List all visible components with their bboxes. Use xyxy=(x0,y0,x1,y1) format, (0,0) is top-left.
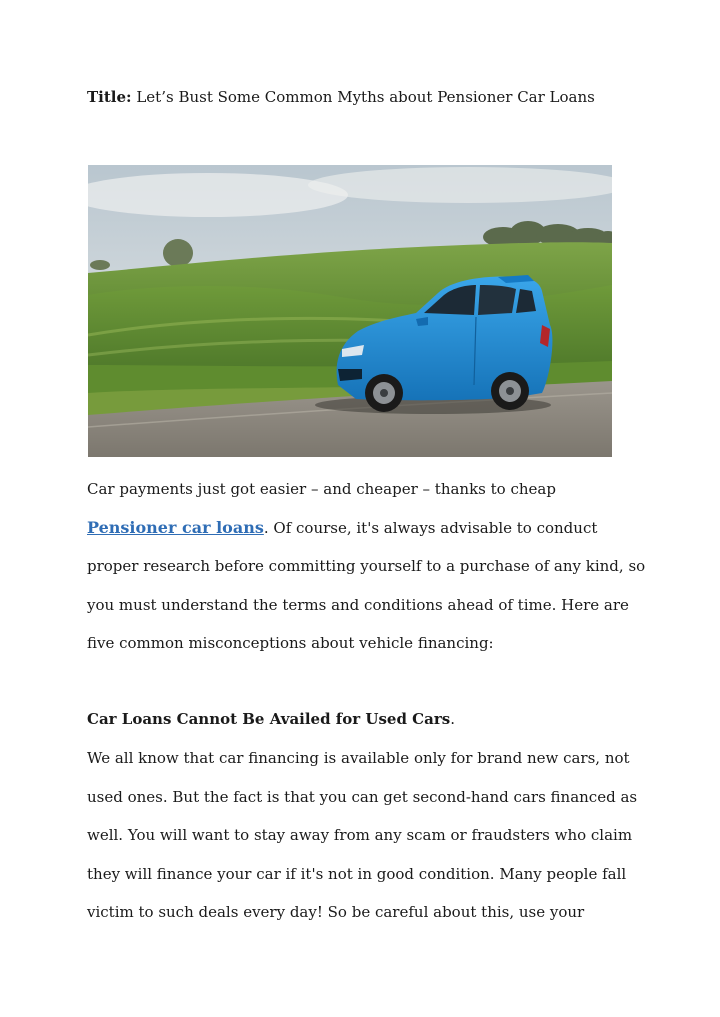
intro-paragraph xyxy=(87,470,647,663)
pensioner-car-loans-link[interactable]: Pensioner car loans xyxy=(87,517,264,537)
title-text: Let’s Bust Some Common Myths about Pensioner Car Loans xyxy=(131,88,595,106)
used-cars-line-5: victim to such deals every day! So be careful about this, use your xyxy=(87,903,585,922)
used-cars-line-2: used ones. But the fact is that you can get second-hand cars financed as xyxy=(87,787,638,806)
hero-image xyxy=(88,165,612,457)
used-cars-line-3: well. You will want to stay away from any scam or fraudsters who claim xyxy=(87,826,633,845)
rear-wheel xyxy=(491,372,529,410)
front-wheel xyxy=(365,374,403,412)
title-label: Title: xyxy=(87,88,132,106)
intro-line-1: Car payments just got easier – and cheaper – thanks to cheap xyxy=(87,480,556,498)
section-heading-used-cars xyxy=(87,708,455,730)
used-cars-line-4: they will finance your car if it's not in good condition. Many people fall xyxy=(87,864,627,883)
document-title xyxy=(87,86,595,108)
intro-line-5: five common misconceptions about vehicle financing: xyxy=(87,634,494,653)
intro-line-2-text: . Of course, it's always advisable to conduct xyxy=(263,518,598,537)
intro-line-2 xyxy=(87,509,647,548)
intro-line-4: you must understand the terms and conditions ahead of time. Here are xyxy=(87,595,629,614)
used-cars-paragraph xyxy=(87,739,647,932)
section-heading-text: Car Loans Cannot Be Availed for Used Cars xyxy=(87,710,451,728)
used-cars-line-1: We all know that car financing is available only for brand new cars, not xyxy=(87,749,630,767)
intro-line-3: proper research before committing yourself to a purchase of any kind, so xyxy=(87,557,646,576)
section-heading-punct: . xyxy=(450,710,455,728)
